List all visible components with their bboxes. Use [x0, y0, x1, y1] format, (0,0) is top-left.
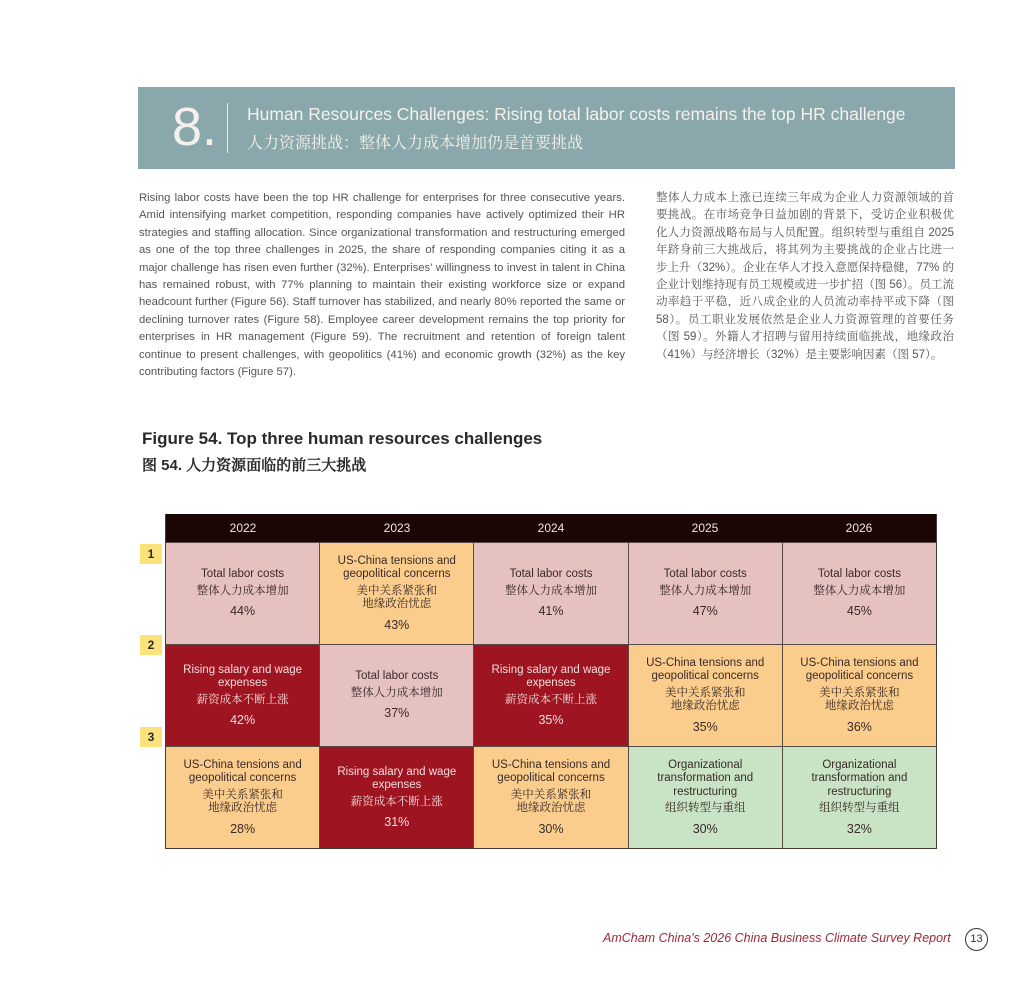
- body-text-en: Rising labor costs have been the top HR challenge for enterprises for three consecutive years. Amid intensifying market competition, responding companies have actively optimized their HR strategies and staffing allocation. Since organizational transformation and restructuring emerged as one of the top three challenges in 2025, the share of responding companies citing it as a major challenge has risen even further (32%). Enterprises' willingness to invest in talent in China has remained robust, with 77% planning to maintain their existing workforce size or expand headcount further (Figure 56). Staff turnover has stabilized, and nearly 80% reported the same or declining turnover rates (Figure 58). Employee career development remains the top priority for enterprises in HR management (Figure 59). The recruitment and retention of foreign talent continue to present challenges, with geopolitics (41%) and economic growth (32%) as the key contributing factors (Figure 57).: [139, 192, 625, 379]
- cell-percent: 30%: [692, 821, 718, 836]
- cell-label-en: US-China tensions and geopolitical concerns: [183, 758, 302, 785]
- year-header: 2024: [537, 521, 565, 535]
- cell-percent: 30%: [538, 821, 564, 836]
- cell-percent: 28%: [230, 821, 256, 836]
- table-cell: [473, 747, 627, 848]
- figure-title-zh: 图 54. 人力资源面临的前三大挑战: [142, 457, 367, 474]
- cell-label-zh: 美中关系紧张和地缘政治忧虑: [664, 686, 746, 713]
- cell-label-en: Organizational transformation and restructuring: [811, 758, 908, 798]
- cell-label-en: Rising salary and wage expenses: [491, 663, 611, 689]
- rank-badge-1: 1: [140, 544, 162, 564]
- cell-label-zh: 美中关系紧张和地缘政治忧虑: [356, 584, 438, 611]
- cell-label-zh: 整体人力成本增加: [196, 584, 289, 597]
- cell-percent: 37%: [384, 706, 410, 721]
- cell-label-en: US-China tensions and geopolitical concerns: [491, 758, 611, 785]
- cell-percent: 44%: [230, 604, 256, 619]
- cell-percent: 36%: [846, 719, 872, 734]
- cell-label-zh: 美中关系紧张和地缘政治忧虑: [202, 788, 283, 815]
- table-cell: [782, 747, 936, 848]
- table-cell: [166, 747, 319, 848]
- rank-badge-2: 2: [140, 635, 162, 655]
- footer-report-title: AmCham China's 2026 China Business Climate Survey Report: [603, 931, 951, 945]
- cell-percent: 42%: [230, 713, 256, 727]
- table-cell: [782, 645, 936, 746]
- cell-label-en: Rising salary and wage expenses: [183, 663, 303, 689]
- table-cell: [319, 543, 473, 644]
- cell-label-en: Total labor costs: [509, 568, 593, 581]
- cell-label-zh: 薪资成本不断上涨: [350, 795, 443, 808]
- cell-label-zh: 组织转型与重组: [819, 802, 900, 815]
- year-header: 2023: [383, 521, 411, 535]
- table-cell: [628, 747, 782, 848]
- cell-label-zh: 美中关系紧张和地缘政治忧虑: [819, 686, 900, 713]
- table-cell: [319, 747, 473, 848]
- table-cell: [628, 543, 782, 644]
- cell-label-zh: 整体人力成本增加: [505, 584, 597, 597]
- cell-label-zh: 薪资成本不断上涨: [196, 693, 289, 706]
- year-header: 2022: [229, 521, 257, 535]
- table-cell: [473, 543, 627, 644]
- cell-label-zh: 美中关系紧张和地缘政治忧虑: [510, 788, 592, 815]
- cell-percent: 45%: [846, 604, 872, 619]
- body-text-zh: 整体人力成本上涨已连续三年成为企业人力资源领域的首要挑战。在市场竞争日益加剧的背景下，受访企业积极优化人力资源战略布局与人员配置。组织转型与重组自 2025 年跻身前三大挑战后，将其列为主要挑战的企业占比进一步上升（32%）。企业在华人才投入意愿保持稳健，77% 的企业计划维持现有员工规模或进一步扩招（图 56）。员工流动率趋于平稳，近八成企业的人员流动率持平或下降（图 58）。员工职业发展依然是企业人力资源管理的首要任务（图 59）。外籍人才招聘与留用持续面临挑战，地缘政治（41%）与经济增长（32%）是主要影响因素（图 57）。: [656, 192, 954, 361]
- cell-percent: 41%: [538, 604, 564, 619]
- cell-label-en: Total labor costs: [663, 568, 747, 581]
- section-banner: [138, 87, 955, 169]
- cell-label-en: Total labor costs: [201, 568, 285, 581]
- cell-label-zh: 组织转型与重组: [664, 802, 746, 815]
- table-row-rank-1: [166, 542, 936, 644]
- cell-percent: 32%: [846, 821, 872, 836]
- year-header: 2025: [691, 521, 719, 535]
- cell-label-en: Total labor costs: [355, 670, 439, 683]
- cell-percent: 35%: [538, 713, 564, 727]
- cell-label-en: US-China tensions and geopolitical concerns: [337, 554, 456, 581]
- table-cell: [166, 543, 319, 644]
- section-title-en: Human Resources Challenges: Rising total labor costs remains the top HR challenge: [247, 104, 906, 124]
- cell-label-en: US-China tensions and geopolitical concerns: [800, 656, 919, 683]
- table-row-rank-2: [166, 644, 936, 746]
- banner-divider: [227, 103, 228, 153]
- year-header: 2026: [845, 521, 873, 535]
- cell-label-en: US-China tensions and geopolitical concerns: [646, 656, 765, 683]
- table-row-rank-3: [166, 746, 936, 848]
- figure-title-en: Figure 54. Top three human resources challenges: [142, 429, 543, 448]
- cell-label-en: Organizational transformation and restructuring: [657, 758, 754, 798]
- cell-label-zh: 整体人力成本增加: [813, 584, 906, 597]
- rank-badge-3: 3: [140, 727, 162, 747]
- cell-label-en: Total labor costs: [817, 568, 901, 581]
- cell-label-zh: 薪资成本不断上涨: [505, 693, 597, 706]
- table-cell: [473, 645, 627, 746]
- section-title-zh: 人力资源挑战：整体人力成本增加仍是首要挑战: [247, 135, 584, 152]
- cell-label-zh: 整体人力成本增加: [659, 584, 752, 597]
- table-cell: [628, 645, 782, 746]
- challenges-table: [165, 514, 937, 849]
- cell-percent: 31%: [384, 815, 410, 829]
- cell-percent: 35%: [692, 719, 718, 734]
- cell-percent: 47%: [692, 604, 718, 619]
- table-header: [166, 514, 936, 542]
- table-cell: [166, 645, 319, 746]
- section-number: 8.: [172, 97, 218, 157]
- table-cell: [782, 543, 936, 644]
- table-cell: [319, 645, 473, 746]
- page-number: 13: [965, 928, 988, 951]
- cell-label-en: Rising salary and wage expenses: [337, 765, 457, 791]
- cell-percent: 43%: [384, 617, 410, 632]
- cell-label-zh: 整体人力成本增加: [350, 686, 443, 699]
